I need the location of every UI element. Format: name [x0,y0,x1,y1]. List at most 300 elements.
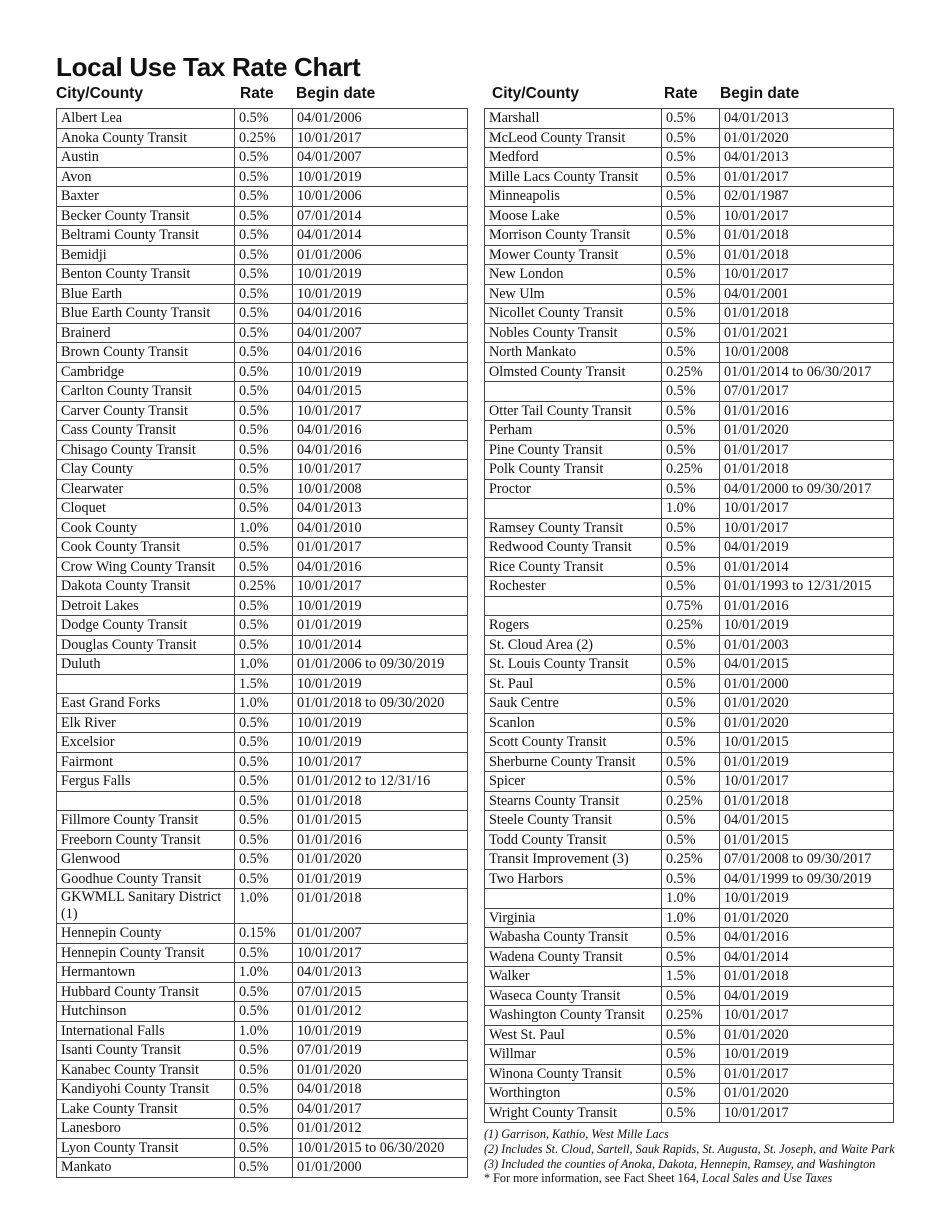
table-row [57,772,468,792]
cell-city-county: St. Paul [485,674,662,694]
left-table-header [56,82,467,108]
cell-begin-date: 10/01/2014 [293,635,468,655]
table-row [485,908,894,928]
table-row [57,401,468,421]
cell-rate: 0.5% [235,1158,293,1178]
cell-begin-date: 04/01/2013 [720,148,894,168]
cell-begin-date: 01/01/2019 [293,869,468,889]
cell-begin-date: 02/01/1987 [720,187,894,207]
cell-city-county: Wabasha County Transit [485,928,662,948]
table-row [57,284,468,304]
cell-begin-date: 04/01/2006 [293,109,468,129]
cell-rate: 0.5% [662,187,720,207]
table-row [485,869,894,889]
header-rate: Rate [664,85,698,102]
table-row [485,830,894,850]
cell-city-county: Otter Tail County Transit [485,401,662,421]
cell-begin-date: 01/01/2020 [720,713,894,733]
table-row [57,850,468,870]
cell-begin-date: 01/01/2012 [293,1119,468,1139]
cell-rate: 0.5% [235,382,293,402]
table-row [57,304,468,324]
cell-city-county: Perham [485,421,662,441]
table-row [57,1060,468,1080]
cell-rate: 0.5% [235,1060,293,1080]
table-row [485,577,894,597]
table-row [57,655,468,675]
cell-begin-date: 01/01/2000 [720,674,894,694]
cell-rate: 0.25% [662,616,720,636]
cell-city-county: Glenwood [57,850,235,870]
cell-rate: 0.5% [662,1084,720,1104]
cell-begin-date: 04/01/2017 [293,1099,468,1119]
cell-city-county: Cambridge [57,362,235,382]
cell-city-county: Benton County Transit [57,265,235,285]
table-row [57,265,468,285]
cell-begin-date: 10/01/2017 [720,1006,894,1026]
cell-rate: 0.5% [235,1099,293,1119]
cell-city-county: Hubbard County Transit [57,982,235,1002]
cell-city-county: Ramsey County Transit [485,518,662,538]
cell-city-county: Isanti County Transit [57,1041,235,1061]
right-table-section [484,82,893,1123]
cell-city-county: Crow Wing County Transit [57,557,235,577]
cell-city-county: Winona County Transit [485,1064,662,1084]
cell-city-county: Mankato [57,1158,235,1178]
cell-rate: 0.5% [235,869,293,889]
cell-rate: 1.0% [235,889,293,924]
table-row [485,343,894,363]
cell-begin-date: 04/01/2016 [293,304,468,324]
cell-city-county: Nicollet County Transit [485,304,662,324]
table-row [57,869,468,889]
cell-rate: 0.5% [235,206,293,226]
table-row [57,479,468,499]
table-row [485,323,894,343]
cell-begin-date: 04/01/2013 [293,963,468,983]
table-row [485,362,894,382]
cell-begin-date: 10/01/2019 [293,1021,468,1041]
cell-rate: 1.0% [662,499,720,519]
cell-begin-date: 01/01/2018 [293,791,468,811]
cell-rate: 0.5% [235,245,293,265]
table-row [57,421,468,441]
header-begin-date: Begin date [720,85,800,102]
cell-begin-date: 04/01/2010 [293,518,468,538]
cell-city-county [57,791,235,811]
cell-begin-date: 04/01/2016 [293,421,468,441]
cell-begin-date: 07/01/2015 [293,982,468,1002]
cell-rate: 0.5% [235,148,293,168]
cell-rate: 0.5% [662,382,720,402]
table-row [57,694,468,714]
cell-city-county: Kandiyohi County Transit [57,1080,235,1100]
table-row [57,830,468,850]
cell-city-county: Polk County Transit [485,460,662,480]
table-row [485,479,894,499]
cell-city-county: Fergus Falls [57,772,235,792]
table-row [57,1158,468,1178]
cell-begin-date: 10/01/2019 [293,596,468,616]
cell-city-county: Fillmore County Transit [57,811,235,831]
table-row [57,924,468,944]
table-row [485,967,894,987]
cell-rate: 0.5% [235,323,293,343]
cell-city-county: Stearns County Transit [485,791,662,811]
cell-city-county: Mower County Transit [485,245,662,265]
cell-begin-date: 07/01/2014 [293,206,468,226]
cell-begin-date: 04/01/2007 [293,148,468,168]
cell-city-county: Rochester [485,577,662,597]
table-row [485,1006,894,1026]
cell-begin-date: 01/01/2019 [720,752,894,772]
cell-begin-date: 01/01/2014 [720,557,894,577]
cell-begin-date: 04/01/2014 [720,947,894,967]
footnote-2: (2) Includes St. Cloud, Sartell, Sauk Rapids, St. Augusta, St. Joseph, and Waite Park [484,1141,895,1156]
cell-rate: 0.5% [662,440,720,460]
cell-rate: 1.0% [235,655,293,675]
cell-begin-date: 04/01/2019 [720,986,894,1006]
cell-begin-date: 01/01/2003 [720,635,894,655]
cell-begin-date: 10/01/2017 [720,499,894,519]
cell-city-county: Blue Earth County Transit [57,304,235,324]
table-row [485,1084,894,1104]
table-row [57,382,468,402]
cell-rate: 0.5% [662,1045,720,1065]
cell-begin-date: 10/01/2019 [720,1045,894,1065]
cell-city-county: Albert Lea [57,109,235,129]
cell-rate: 0.5% [235,304,293,324]
table-row [485,401,894,421]
table-row [485,694,894,714]
cell-begin-date: 01/01/2020 [720,694,894,714]
cell-begin-date: 01/01/2019 [293,616,468,636]
table-row [485,206,894,226]
right-rate-table [484,108,894,1123]
cell-rate: 0.5% [662,947,720,967]
cell-begin-date: 04/01/2015 [720,655,894,675]
cell-city-county: Worthington [485,1084,662,1104]
cell-begin-date: 10/01/2017 [720,518,894,538]
cell-rate: 0.5% [662,557,720,577]
cell-city-county: Washington County Transit [485,1006,662,1026]
cell-rate: 0.5% [235,499,293,519]
cell-begin-date: 10/01/2019 [293,674,468,694]
cell-begin-date: 01/01/2015 [293,811,468,831]
table-row [57,889,468,924]
cell-rate: 0.5% [662,830,720,850]
cell-rate: 0.5% [235,187,293,207]
cell-city-county: Two Harbors [485,869,662,889]
cell-begin-date: 04/01/2016 [293,343,468,363]
cell-begin-date: 10/01/2017 [293,460,468,480]
cell-rate: 0.5% [662,869,720,889]
cell-city-county: Elk River [57,713,235,733]
cell-begin-date: 01/01/2016 [720,596,894,616]
cell-rate: 0.5% [235,167,293,187]
cell-city-county [485,499,662,519]
cell-begin-date: 10/01/2017 [293,943,468,963]
cell-rate: 0.5% [235,362,293,382]
cell-city-county: Mille Lacs County Transit [485,167,662,187]
table-row [485,245,894,265]
table-row [485,518,894,538]
cell-begin-date: 10/01/2015 to 06/30/2020 [293,1138,468,1158]
header-city-county: City/County [492,85,579,102]
cell-rate: 0.5% [235,1002,293,1022]
cell-rate: 0.5% [235,791,293,811]
cell-begin-date: 01/01/2018 [720,304,894,324]
cell-city-county: Wright County Transit [485,1103,662,1123]
table-row [485,187,894,207]
table-row [57,362,468,382]
header-begin-date: Begin date [296,85,376,102]
cell-rate: 0.5% [235,752,293,772]
cell-city-county: Cook County [57,518,235,538]
cell-city-county: Detroit Lakes [57,596,235,616]
table-row [485,148,894,168]
table-row [485,752,894,772]
cell-rate: 0.15% [235,924,293,944]
cell-rate: 1.0% [662,908,720,928]
cell-city-county: St. Louis County Transit [485,655,662,675]
cell-city-county: Excelsior [57,733,235,753]
table-row [57,1021,468,1041]
cell-begin-date: 10/01/2006 [293,187,468,207]
cell-city-county: Morrison County Transit [485,226,662,246]
cell-city-county: New London [485,265,662,285]
cell-begin-date: 04/01/2007 [293,323,468,343]
cell-begin-date: 04/01/2013 [293,499,468,519]
cell-begin-date: 10/01/2019 [293,713,468,733]
cell-rate: 1.5% [235,674,293,694]
cell-city-county: Cook County Transit [57,538,235,558]
table-row [57,109,468,129]
left-rate-table [56,108,468,1178]
cell-city-county [485,889,662,909]
table-row [485,811,894,831]
cell-begin-date: 04/01/2001 [720,284,894,304]
cell-begin-date: 01/01/2018 [720,226,894,246]
cell-city-county: Virginia [485,908,662,928]
cell-city-county: Hennepin County [57,924,235,944]
cell-city-county [57,674,235,694]
table-row [485,596,894,616]
cell-begin-date: 01/01/2018 [720,245,894,265]
cell-rate: 0.5% [235,284,293,304]
cell-begin-date: 04/01/2000 to 09/30/2017 [720,479,894,499]
cell-rate: 0.5% [662,245,720,265]
table-row [57,577,468,597]
cell-rate: 0.5% [662,577,720,597]
cell-city-county: New Ulm [485,284,662,304]
cell-begin-date: 01/01/2020 [720,421,894,441]
cell-city-county: Hennepin County Transit [57,943,235,963]
cell-begin-date: 10/01/2017 [720,206,894,226]
cell-rate: 0.5% [235,616,293,636]
cell-rate: 0.5% [235,421,293,441]
cell-rate: 0.5% [662,284,720,304]
table-row [57,460,468,480]
cell-begin-date: 04/01/2013 [720,109,894,129]
cell-city-county: Goodhue County Transit [57,869,235,889]
cell-rate: 0.5% [662,206,720,226]
right-table-header [484,82,893,108]
cell-begin-date: 01/01/2021 [720,323,894,343]
cell-rate: 0.5% [235,811,293,831]
cell-rate: 0.25% [662,791,720,811]
cell-city-county: Douglas County Transit [57,635,235,655]
table-row [485,635,894,655]
cell-city-county: Carlton County Transit [57,382,235,402]
cell-begin-date: 01/01/2018 [720,967,894,987]
cell-begin-date: 01/01/2000 [293,1158,468,1178]
cell-city-county: Austin [57,148,235,168]
cell-rate: 0.5% [662,694,720,714]
cell-begin-date: 04/01/1999 to 09/30/2019 [720,869,894,889]
cell-city-county: Walker [485,967,662,987]
cell-rate: 0.5% [662,674,720,694]
cell-rate: 0.5% [235,343,293,363]
cell-rate: 0.5% [662,109,720,129]
table-row [485,421,894,441]
cell-rate: 0.5% [662,538,720,558]
footnote-more-info [484,1171,944,1186]
cell-rate: 0.25% [662,460,720,480]
cell-city-county: Rogers [485,616,662,636]
cell-begin-date: 01/01/2017 [720,167,894,187]
cell-begin-date: 04/01/2019 [720,538,894,558]
table-row [485,889,894,909]
cell-rate: 0.5% [235,109,293,129]
table-row [57,943,468,963]
table-row [485,265,894,285]
cell-rate: 0.5% [662,479,720,499]
cell-begin-date: 07/01/2019 [293,1041,468,1061]
cell-city-county: Baxter [57,187,235,207]
cell-begin-date: 10/01/2019 [293,733,468,753]
table-row [485,167,894,187]
cell-begin-date: 10/01/2017 [293,128,468,148]
table-row [57,791,468,811]
cell-rate: 0.25% [235,128,293,148]
cell-rate: 0.5% [235,1119,293,1139]
cell-rate: 0.5% [662,655,720,675]
cell-begin-date: 01/01/2007 [293,924,468,944]
cell-begin-date: 10/01/2019 [293,265,468,285]
cell-begin-date: 04/01/2016 [293,440,468,460]
table-row [57,148,468,168]
cell-city-county: Anoka County Transit [57,128,235,148]
cell-rate: 0.5% [662,128,720,148]
table-row [485,1025,894,1045]
cell-city-county: Wadena County Transit [485,947,662,967]
cell-rate: 0.5% [662,733,720,753]
cell-begin-date: 01/01/2018 to 09/30/2020 [293,694,468,714]
footnote-1: (1) Garrison, Kathio, West Mille Lacs [484,1127,669,1141]
cell-rate: 0.5% [235,635,293,655]
cell-begin-date: 10/01/2015 [720,733,894,753]
cell-rate: 0.5% [235,1080,293,1100]
table-row [57,752,468,772]
cell-begin-date: 01/01/2016 [720,401,894,421]
cell-rate: 0.25% [662,1006,720,1026]
table-row [57,440,468,460]
table-row [57,187,468,207]
cell-city-county: Fairmont [57,752,235,772]
cell-begin-date: 10/01/2017 [293,577,468,597]
cell-rate: 0.5% [235,1041,293,1061]
cell-begin-date: 04/01/2016 [720,928,894,948]
table-row [485,772,894,792]
cell-begin-date: 07/01/2017 [720,382,894,402]
cell-begin-date: 04/01/2016 [293,557,468,577]
cell-city-county: Waseca County Transit [485,986,662,1006]
cell-begin-date: 01/01/2006 to 09/30/2019 [293,655,468,675]
table-row [485,440,894,460]
cell-begin-date: 01/01/2017 [720,440,894,460]
cell-rate: 0.5% [235,1138,293,1158]
cell-city-county: Clay County [57,460,235,480]
cell-rate: 0.5% [235,401,293,421]
cell-city-county: Dodge County Transit [57,616,235,636]
cell-rate: 0.5% [662,167,720,187]
cell-begin-date: 10/01/2017 [720,772,894,792]
cell-city-county: Kanabec County Transit [57,1060,235,1080]
table-row [57,733,468,753]
cell-city-county: Bemidji [57,245,235,265]
cell-begin-date: 10/01/2008 [293,479,468,499]
cell-city-county: Nobles County Transit [485,323,662,343]
cell-begin-date: 01/01/2015 [720,830,894,850]
table-row [485,499,894,519]
cell-city-county [485,382,662,402]
cell-rate: 0.5% [235,226,293,246]
cell-begin-date: 01/01/2016 [293,830,468,850]
table-row [57,323,468,343]
cell-city-county: Todd County Transit [485,830,662,850]
cell-rate: 0.5% [662,148,720,168]
cell-city-county: Spicer [485,772,662,792]
table-row [485,382,894,402]
table-row [485,226,894,246]
table-row [485,109,894,129]
cell-rate: 0.5% [235,733,293,753]
table-row [485,733,894,753]
cell-city-county: Duluth [57,655,235,675]
cell-city-county: Medford [485,148,662,168]
cell-rate: 0.5% [235,596,293,616]
cell-city-county: Sauk Centre [485,694,662,714]
cell-city-county [485,596,662,616]
cell-rate: 0.5% [235,850,293,870]
table-row [57,226,468,246]
cell-rate: 0.25% [662,850,720,870]
cell-city-county: Clearwater [57,479,235,499]
header-city-county: City/County [56,85,143,102]
cell-rate: 0.5% [235,772,293,792]
table-row [485,1045,894,1065]
cell-city-county: Becker County Transit [57,206,235,226]
cell-rate: 0.5% [662,401,720,421]
cell-begin-date: 01/01/2018 [720,791,894,811]
fact-sheet-title: Local Sales and Use Taxes [701,1171,833,1186]
cell-rate: 0.25% [662,362,720,382]
cell-begin-date: 01/01/2020 [293,850,468,870]
footnote-3: (3) Included the counties of Anoka, Dakota, Hennepin, Ramsey, and Washington [484,1156,876,1171]
cell-city-county: Lanesboro [57,1119,235,1139]
cell-city-county: Transit Improvement (3) [485,850,662,870]
